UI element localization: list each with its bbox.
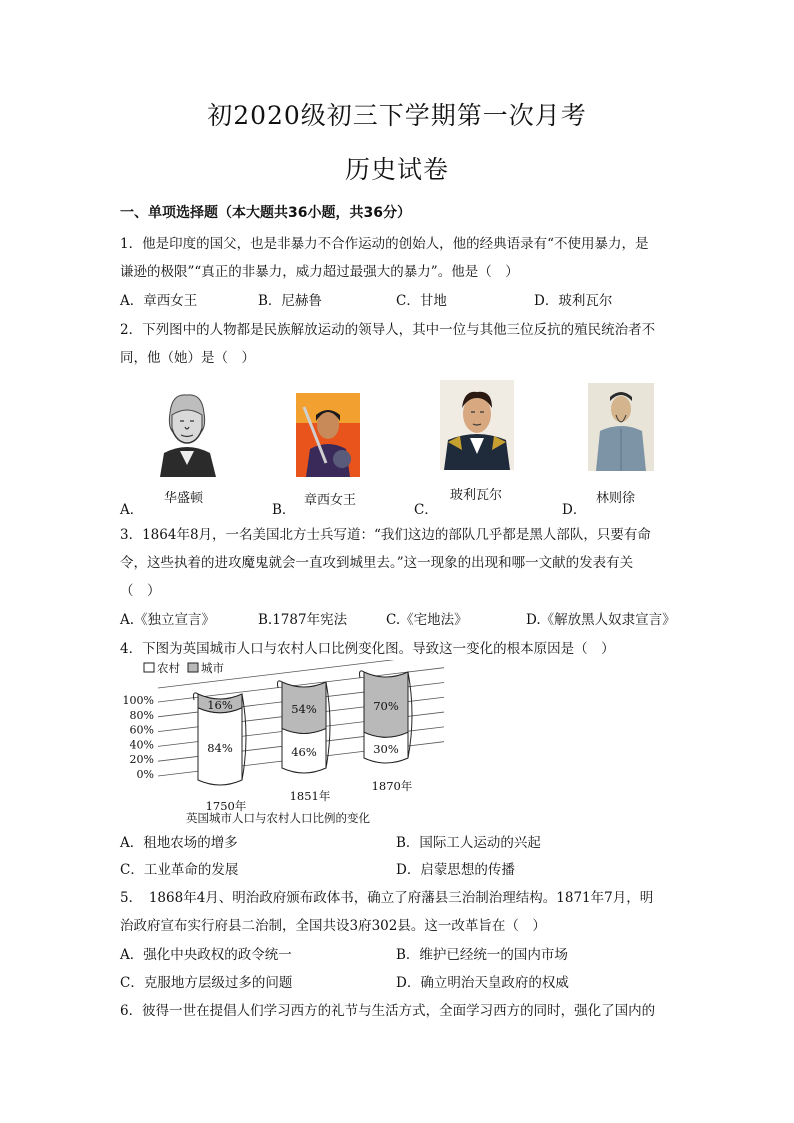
q5-option-b: B．维护已经统一的国内市场 xyxy=(396,947,568,963)
q4-option-b: B．国际工人运动的兴起 xyxy=(396,835,541,851)
y-tick-label: 40% xyxy=(129,738,154,752)
q3-option-a: A.《独立宣言》 xyxy=(120,612,216,628)
bar-edge-1870年 xyxy=(408,672,412,758)
chart-title: 英国城市人口与农村人口比例的变化 xyxy=(186,811,370,825)
y-tick-label: 60% xyxy=(129,723,154,737)
q2-caption-washington: 华盛顿 xyxy=(164,491,204,506)
q1-option-b: B．尼赫鲁 xyxy=(258,293,322,309)
washington-portrait xyxy=(150,383,224,477)
question-3-line-3: （ ） xyxy=(120,583,161,599)
q5-option-c: C．克服地方层级过多的问题 xyxy=(120,975,293,991)
bar-curl-1870年 xyxy=(360,671,365,678)
legend-label-rural: 农村 xyxy=(157,661,180,675)
data-label-urban: 54% xyxy=(291,702,317,717)
question-5-line-2: 治政府宣布实行府县二治制，全国共设3府302县。这一改革旨在（ ） xyxy=(120,918,546,934)
data-label-rural: 30% xyxy=(373,742,399,757)
q2-caption-lin-zexu: 林则徐 xyxy=(596,491,636,506)
x-category-label: 1750年 xyxy=(205,799,247,813)
data-label-rural: 46% xyxy=(291,745,317,760)
q1-option-c: C．甘地 xyxy=(396,293,447,309)
question-1-line-1: 1．他是印度的国父，也是非暴力不合作运动的创始人，他的经典语录有“不使用暴力，是 xyxy=(120,236,649,252)
q4-option-a: A．租地农场的增多 xyxy=(120,835,238,851)
q2-option-a: A． xyxy=(120,502,144,518)
q2-caption-lakshmibai: 章西女王 xyxy=(304,493,357,508)
data-label-urban: 16% xyxy=(207,697,233,712)
q2-option-d: D． xyxy=(562,502,587,518)
page-title: 初2020级初三下学期第一次月考 xyxy=(207,101,587,130)
question-3-line-2: 令，这些执着的进攻魔鬼就会一直攻到城里去。”这一现象的出现和哪一文献的发表有关 xyxy=(120,555,634,571)
question-1-line-2: 谦逊的极限”“真正的非暴力，威力超过最强大的暴力”。他是（ ） xyxy=(120,264,519,280)
legend-label-urban: 城市 xyxy=(201,661,224,675)
question-2-line-2: 同，他（她）是（ ） xyxy=(120,350,255,366)
bolivar-portrait xyxy=(440,380,514,470)
q4-option-d: D．启蒙思想的传播 xyxy=(396,862,515,878)
bar-curl-1750年 xyxy=(194,693,199,700)
population-ratio-chart xyxy=(118,660,462,826)
question-3-line-1: 3．1864年8月，一名美国北方士兵写道：“我们这边的部队几乎都是黑人部队，只要有命 xyxy=(120,527,651,543)
legend-swatch-urban xyxy=(188,663,198,672)
y-tick-label: 80% xyxy=(129,708,154,722)
x-category-label: 1870年 xyxy=(371,779,413,793)
question-6-line-1: 6．彼得一世在提倡人们学习西方的礼节与生活方式，全面学习西方的同时，强化了国内的 xyxy=(120,1003,656,1019)
q2-caption-bolivar: 玻利瓦尔 xyxy=(450,488,503,503)
lin-zexu-portrait xyxy=(588,383,654,471)
q3-option-c: C.《宅地法》 xyxy=(386,612,468,628)
data-label-urban: 70% xyxy=(373,699,399,714)
y-tick-label: 100% xyxy=(122,694,154,707)
question-5-line-1: 5． 1868年4月、明治政府颁布政体书，确立了府藩县三治制治理结构。1871年7月，明 xyxy=(120,890,654,906)
q5-option-a: A．强化中央政权的政令统一 xyxy=(120,947,292,963)
legend-swatch-rural xyxy=(144,663,154,672)
q1-option-a: A．章西女王 xyxy=(120,293,198,309)
q4-option-c: C．工业革命的发展 xyxy=(120,862,239,878)
rani-lakshmibai-portrait xyxy=(296,393,360,477)
data-label-rural: 84% xyxy=(207,740,233,755)
y-tick-label: 0% xyxy=(136,768,154,781)
q2-option-c: C． xyxy=(414,502,438,518)
section-heading: 一、单项选择题（本大题共36小题，共36分） xyxy=(120,205,411,221)
page-subtitle: 历史试卷 xyxy=(344,155,449,184)
q5-option-d: D．确立明治天皇政府的权威 xyxy=(396,975,569,991)
q3-option-d: D.《解放黑人奴隶宣言》 xyxy=(526,612,676,628)
question-2-line-1: 2．下列图中的人物都是民族解放运动的领导人，其中一位与其他三位反抗的殖民统治者不 xyxy=(120,322,656,338)
y-tick-label: 20% xyxy=(129,753,154,767)
q1-option-d: D．玻利瓦尔 xyxy=(534,293,613,309)
question-4-line-1: 4．下图为英国城市人口与农村人口比例变化图。导致这一变化的根本原因是（ ） xyxy=(120,641,615,657)
q3-option-b: B.1787年宪法 xyxy=(258,612,348,628)
q2-option-b: B． xyxy=(272,502,296,518)
x-category-label: 1851年 xyxy=(289,789,331,803)
